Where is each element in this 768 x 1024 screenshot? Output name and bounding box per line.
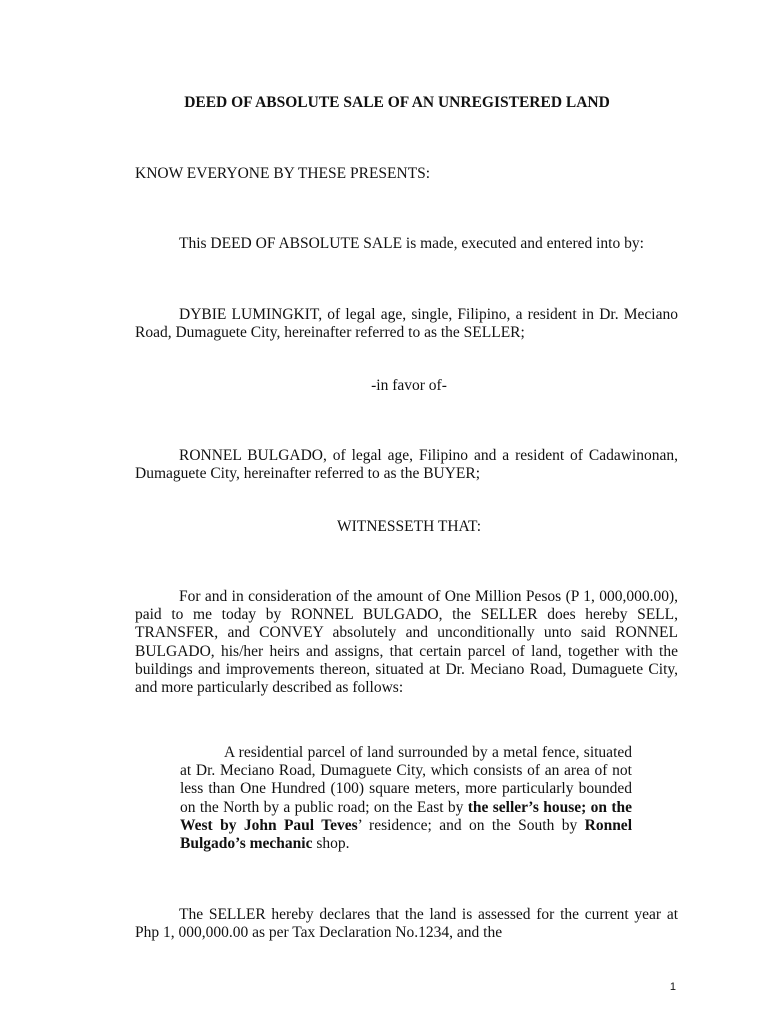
- seller-paragraph: DYBIE LUMINGKIT, of legal age, single, Filipino, a resident in Dr. Meciano Road, Dumaguete City, hereinafter referred to as the SELLER;: [135, 306, 678, 342]
- page-number: 1: [669, 981, 676, 993]
- description-bold-2: Ronnel Bulgado’s mechanic: [180, 816, 632, 853]
- witnesseth-heading: WITNESSETH THAT:: [336, 518, 482, 535]
- salutation: KNOW EVERYONE BY THESE PRESENTS:: [135, 165, 431, 182]
- consideration-paragraph: For and in consideration of the amount of One Million Pesos (P 1, 000,000.00), paid to me today by RONNEL BULGADO, the SELLER does hereby SELL, TRANSFER, and CONVEY absolutely and unconditionally unto said RONNEL BULGADO, his/her heirs and assigns, that certain parcel of land, together with the buildings and improvements thereon, situated at Dr. Meciano Road, Dumaguete City, and more particularly described as follows:: [135, 588, 678, 697]
- buyer-paragraph: RONNEL BULGADO, of legal age, Filipino and a resident of Cadawinonan, Dumaguete City, hereinafter referred to as the BUYER;: [135, 447, 678, 483]
- description-text-1: A residential parcel of land surrounded by a metal fence, situated at Dr. Meciano Road, Dumaguete City, which consists of an area of not less than One Hundred (100) square meters, more particularly bounded on the North by a public road; on the East by: [180, 744, 632, 816]
- description-text-2: ’ residence; and on the South by: [357, 816, 585, 834]
- description-text-3: shop.: [312, 835, 350, 853]
- in-favor-of: -in favor of-: [371, 377, 447, 394]
- description-bold-1: the seller’s house; on the West by John Paul Teves: [180, 798, 632, 834]
- document-title: DEED OF ABSOLUTE SALE OF AN UNREGISTERED LAND: [184, 94, 610, 111]
- declaration-paragraph: The SELLER hereby declares that the land is assessed for the current year at Php 1, 000,000.00 as per Tax Declaration No.1234, and the: [135, 906, 678, 942]
- land-description: [180, 744, 632, 853]
- intro-paragraph: This DEED OF ABSOLUTE SALE is made, executed and entered into by:: [179, 235, 644, 252]
